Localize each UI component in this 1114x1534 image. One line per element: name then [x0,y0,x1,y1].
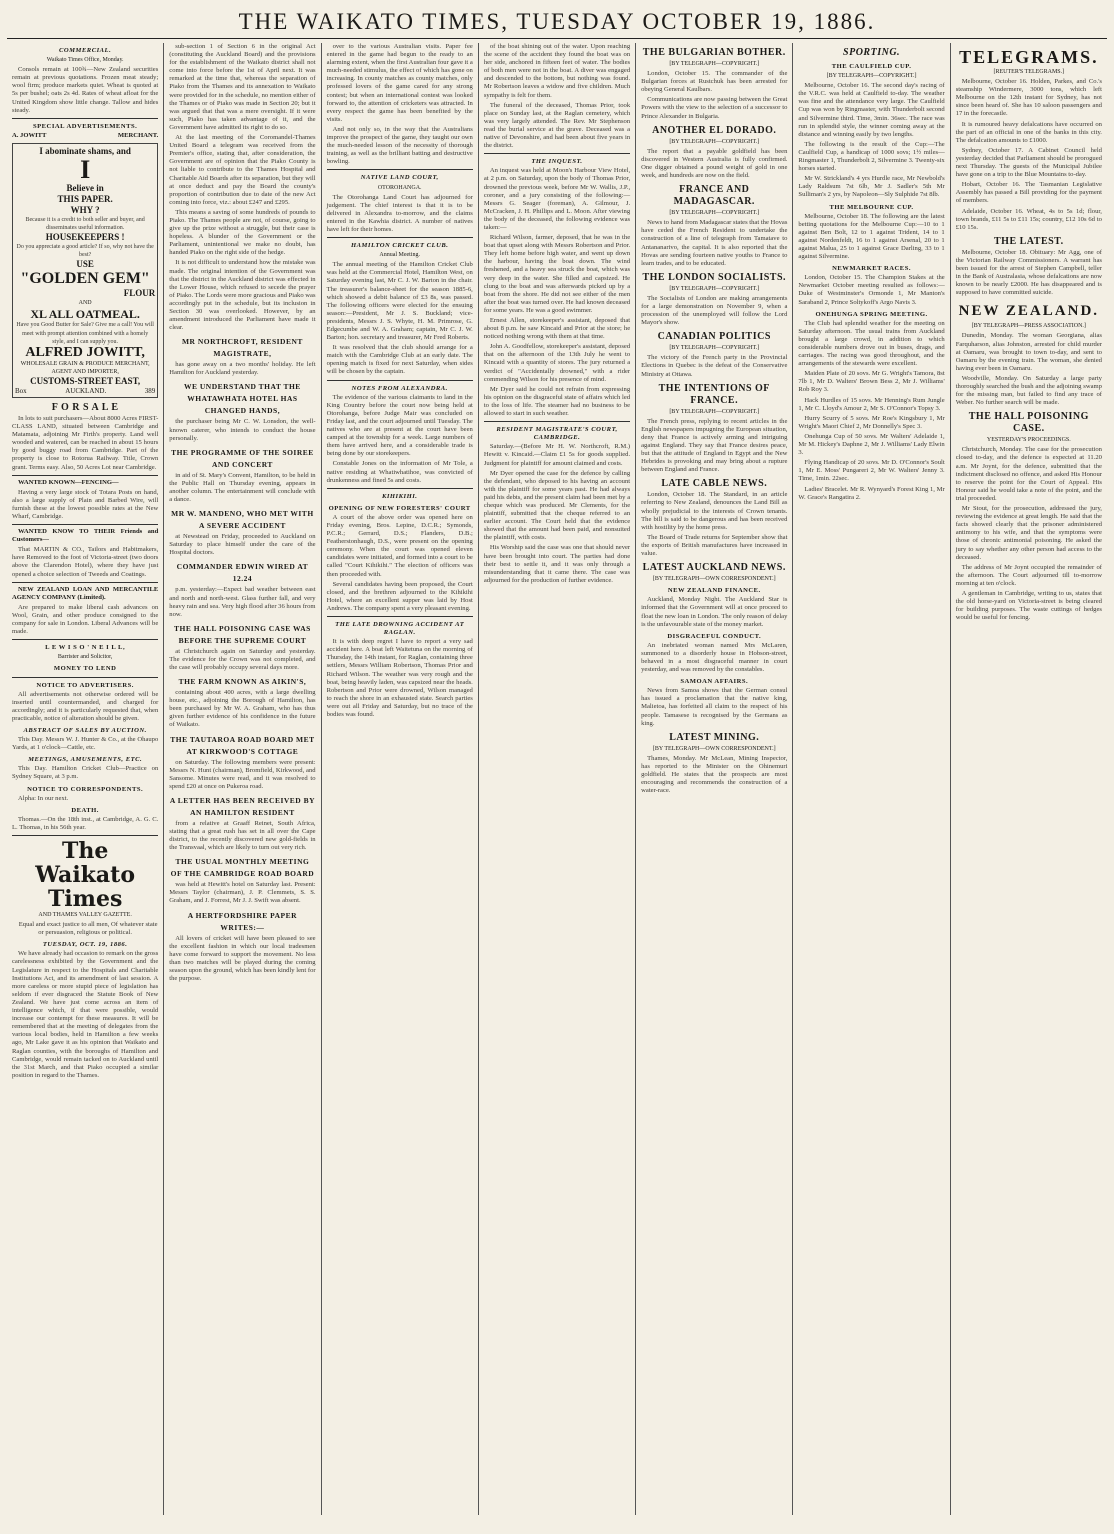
melbourne-cup-heading: THE MELBOURNE CUP. [829,203,914,211]
columns [7,43,1107,1515]
abstract-sales: ABSTRACT OF SALES BY AUCTION. [23,726,147,734]
telegraph-credit-1: [BY TELEGRAPH—COPYRIGHT.] [669,61,760,67]
rm-court-heading: RESIDENT MAGISTRATE'S COURT, CAMBRIDGE. [496,426,618,442]
ad-wholesale: WHOLESALE GRAIN & PRODUCE MERCHANT, [20,360,150,367]
disgraceful-heading: DISGRACEFUL CONDUCT. [667,632,762,640]
foresters-heading: OPENING OF NEW FORESTERS' COURT [328,504,471,512]
kihikihi-heading: KIHIKIHI. [381,492,418,500]
native-land-court: NATIVE LAND COURT, [360,174,439,182]
barrister-label: Barrister and Solicitor, [57,654,113,661]
meetings-heading: MEETINGS, AMUSEMENTS, ETC. [28,756,143,764]
telegrams-heading: TELEGRAMS. [959,47,1099,67]
ad-and: AND [78,300,92,307]
paper-logo-sub: AND THAMES VALLEY GAZETTE. [38,912,132,918]
ad-housekeepers: HOUSEKEEPERS ! [45,232,125,243]
socialists-heading: THE LONDON SOCIALISTS. [642,271,787,283]
newmarket-heading: NEWMARKET RACES. [832,265,912,273]
ad-why: WHY ? [70,204,100,215]
column-4: of the boat shining out of the water. Upon reaching the scene of the accident they found the boat was on her side, anchored in fifteen feet of water. The bodies of both men were not in the boat. A diver was engaged and descended to the bottom, but nothing was found. Mr Robertson leaves a widow and five children. Much sympathy is felt for them. The funeral of the deceased, Thomas Prior, took place on Sunday last, at the Raglan cemetery, which was very largely attended. The Rev. Mr Stephenson read the burial service at the grave. Deceased was a native of Devonshire, and had been about five years in the district. THE INQUEST. An inquest was held at Moon's Harbour View Hotel, at 2 p.m. on Saturday, upon the body of Thomas Prior, drowned the previous week, before Mr W. Wallis, J.P., coroner, and a jury consisting of the following:—Messrs G. Seager (foreman), A. Gilmour, J. McCracken, J. H. Phillips and L. Moon. After viewing the body of the deceased, the following evidence was taken:— Richard Wilson, farmer, deposed, that he was in the boat that upset along with Messrs Robertson and Prior. They left home before high water, and went up down the harbour, having the boat down. The wind freshened, and a heavy sea struck the boat, which was very deep in the water. She filled and capsized. He clung to the boat and was afterwards picked up by a boat from the shore. He did not see either of the men after the boat was turned over. He had known deceased for some years. He was a good swimmer. Ernest Allen, storekeeper's assistant, deposed that about 8 p.m. he saw Kincaid and Prior at the store; he noticed nothing wrong with them at that time. John A. Goodfellow, storekeeper's assistant, deposed that on the afternoon of the 13th July he went to Kincaid with a quantity of stores. The jury returned a verdict of "Accidentally drowned," with a rider commending Wilson for his presence of mind. Mr Dyer said he could not refrain from expressing his opinion on the disgraceful state of affairs which led to the loss of life. The steamer had no business to be allowed to start in such weather. RESIDENT MAGISTRATE'S COURT, CAMBRIDGE. Saturday.—(Before Mr H. W. Northcroft, R.M.) Hewitt v. Kincaid.—Claim £1 5s for goods supplied. Judgment for plaintiff for amount claimed and costs. Mr Dyer opened the case for the defence by calling the defendant, who deposed to his having an account with the plaintiff for some years past. He had always paid his debts, and the present claim had been met by a cheque which was produced. Mr Clements, for the plaintiff, submitted that the cheque referred to an earlier account. The Court held that the evidence showed that the amount had been paid, and nonsuited the plaintiff, with costs. His Worship said the case was one that should never have been brought into court. The parties had done their best to settle it, and it was only through a misunderstanding that it came there. The case was adjourned for the production of further evidence. [479,43,636,1515]
alexandra-heading: NOTES FROM ALEXANDRA. [351,384,448,392]
merchant-label: MERCHANT. [117,131,159,139]
bulgarian-heading: THE BULGARIAN BOTHER. [642,47,786,58]
cricket-subhead: Annual Meeting. [379,252,421,259]
ad-believe: Believe in [66,182,104,193]
own-correspondent: [BY TELEGRAPH—OWN CORRESPONDENT.] [652,576,776,583]
correspondents-heading: NOTICE TO CORRESPONDENTS. [27,785,144,793]
ad-this-paper: THIS PAPER. [57,193,113,204]
ad-flour: FLOUR [123,288,156,299]
ad-agent: AGENT AND IMPORTER, [51,368,119,375]
samoan-heading: SAMOAN AFFAIRS. [680,678,749,686]
column-6: SPORTING. THE CAULFIELD CUP. [BY TELEGRAPH—COPYRIGHT.] Melbourne, October 16. The second day's racing of the V.R.C. was held at Caulfield to-day. The weather was fine and the attendance very large. The Caulfield Cup was won by Ringmaster, with Thunderbolt second and Silvermine third. Time, 3min. 36sec. The race was run in splendid style, the winner coming away at the distance and winning easily by two lengths. The following is the result of the Cup:—The Caulfield Cup, a handicap of 1000 sovs; 1½ miles—Ringmaster 1, Thunderbolt 2, Silvermine 3. Twenty-six horses started. Mr W. Strickland's 4 yrs Hurdle race, Mr Newbold's Lady Raldsum 7st 6lb, Mr J. Sadler's 5th Mr Sulliman's 2 yrs, by Napoleon—Sly Sulphide 7st 8lb. THE MELBOURNE CUP. Melbourne, October 18. The following are the latest betting quotations for the Melbourne Cup:—10 to 1 against Ben Bolt, 12 to 1 against Trident, 14 to 1 against Nordenfeldt, 16 to 1 against Arsenal, 20 to 1 against Malua, 25 to 1 against Grace Darling, 33 to 1 against Silvermine. NEWMARKET RACES. London, October 15. The Champion Stakes at the Newmarket October meeting resulted as follows:—Duke of Westminster's Ormonde 1, Mr Manton's Saraband 2, Prince Soltykoff's Argo Navis 3. ONEHUNGA SPRING MEETING. The Club had splendid weather for the meeting on Saturday afternoon. The usual trains from Auckland brought a large crowd, in addition to which considerable numbers drove out in buses, drags, and carriages. The racing was good throughout, and the arrangements of the stewards were excellent. Maiden Plate of 20 sovs. Mr G. Wright's Tamora, 8st 7lb 1, Mr D. Walters' Brown Bess 2, Mr J. Williams' Rob Roy 3. Hack Hurdles of 15 sovs. Mr Henning's Rum Jungle 1, Mr C. Lloyd's Amour 2, Mr S. O'Connor's Topsy 3. Hurry Scurry of 5 sovs. Mr Roe's Kingsbury 1, Mr Wright's Maori Chief 2, Mr Donnelly's Spec 3. Onehunga Cup of 50 sovs. Mr Walters' Adelaide 1, Mr M. Hickey's Daphne 2, Mr J. Williams' Lady Elwin 3. Flying Handicap of 20 sovs. Mr D. O'Connor's Soult 1, Mr E. Moss' Pungareri 2, Mr W. Walters' Jenny 3. Time, 1min. 22sec. Ladies' Bracelet. Mr R. Wynyard's Forest King 1, Mr W. Grace's Rangatira 2. [793,43,950,1515]
column-3: over to the various Australian visits. Paper fee entered in the game had begun to the ready to an alarming extent, when the first Australian four gave it a much-needed stimulus, the effect of which has gone on increasing. In county matches as county matches, only professed lovers of the game cared for any strong contest; but when an international contest was looked forward to, the attention of cricketers was attracted. In every respect the game has been benefited by the visits. And not only so, in the way that the Australians improve the prospect of the game, they taught our own the much-needed lesson of the necessity of thorough training, as well as the brilliant batting and destructive bowling. NATIVE LAND COURT, OTOROHANGA. The Otorohanga Land Court has adjourned for judgement. The chief interest is that it is to be delivered in Alexandra to-morrow, and the claims entered in the Kawhia district. A number of natives have left for their homes. HAMILTON CRICKET CLUB. Annual Meeting. The annual meeting of the Hamilton Cricket Club was held at the Commercial Hotel, Hamilton West, on Saturday evening last, Mr C. J. W. Barton in the chair. The treasurer's balance-sheet for the season 1885-6, which showed a debit balance of £3 8s, was passed. The following officers were elected for the ensuing season:—President, Mr J. S. Buckland; vice-presidents, Messrs J. S. Whyte, H. M. Primrose, G. Edgecumbe and W. A. Graham; captain, Mr C. J. W. Barton; hon. secretary and treasurer, Mr Fred Roberts. It was resolved that the club should arrange for a match with the Cambridge Club at an early date. The opening match is fixed for next Saturday, when sides will be chosen by the captain. NOTES FROM ALEXANDRA. The evidence of the various claimants to land in the King Country before the court now being held at Otorohanga, before Judge Mair was concluded on Friday last, and the court adjourned until Tuesday. The natives who are at present at the court have been camped at the township for a week. Large numbers of them have arrived here, and a considerable trade is being done by our storekeepers. Constable Jones on the information of Mr Tole, a native residing at Whatiwhatihoe, was convicted of drunkenness and fined 5s and costs. KIHIKIHI. OPENING OF NEW FORESTERS' COURT A court of the above order was opened here on Friday evening, Bros. Lepine, D.C.R.; Symonds, P.C.R.; Gerrard, D.S.; Flanders, D.B.; Featherstonhaugh, D.S., were present on the opening ceremony. When the court was opened eleven candidates were initiated, and formed into a court to be called "Court Kihikihi." The election of officers was then proceeded with. Several candidates having been proposed, the Court closed, and the brethren adjourned to the Kihikihi Hotel, where an excellent supper was laid by Host Andrews. The company spent a very pleasant evening. THE LATE DROWNING ACCIDENT AT RAGLAN. It is with deep regret I have to report a very sad accident here. A boat left Waitetuna on the morning of Thursday, the 14th instant, for Raglan, containing three settlers, Messrs William Robertson, Thomas Prior and Richard Wilson. The weather was very rough and the boat, being heavily laden, was capsized near the heads. Robertson and Prior were drowned, Wilson managed to reach the shore in an exhausted state. Search parties were out all Friday and Saturday, but no trace of the bodies was found. [322,43,479,1515]
cricket-heading: HAMILTON CRICKET CLUB. [350,242,449,250]
wanted-known-2: WANTED KNOW TO THEIR Friends and Customers— [12,528,159,544]
eldorado-heading: ANOTHER EL DORADO. [652,124,777,136]
masthead: THE WAIKATO TIMES, TUESDAY OCTOBER 19, 1886. [7,7,1107,39]
france-heading: FRANCE AND MADAGASCAR. [673,184,755,208]
column-5: THE BULGARIAN BOTHER. [BY TELEGRAPH—COPYRIGHT.] London, October 15. The commander of the Bulgarian forces at Rustchuk has been arrested for obeying General Kaulbars. Communications are now passing between the Great Powers with the view to the selection of a successor to Prince Alexander in Bulgaria. ANOTHER EL DORADO. [BY TELEGRAPH—COPYRIGHT.] The report that a payable goldfield has been discovered in Western Australia is fully confirmed. One digger obtained a pound weight of gold in one week, and hundreds are now on the field. FRANCE AND MADAGASCAR. [BY TELEGRAPH—COPYRIGHT.] News to hand from Madagascar states that the Hovas have ceded the French Resident to undertake the construction of a line of telegraph from Tamatave to Antananarivo, the capital. It is also reported that the Hovas are sending fourteen native youths to France to learn trades, and to be educated. THE LONDON SOCIALISTS. [BY TELEGRAPH—COPYRIGHT.] The Socialists of London are making arrangements for a large demonstration on November 9, when a procession of the unemployed will follow the Lord Mayor's show. CANADIAN POLITICS [BY TELEGRAPH—COPYRIGHT.] The victory of the French party in the Provincial Elections in Quebec is the defeat of the Conservative Ministry at Ottawa. THE INTENTIONS OF FRANCE. [BY TELEGRAPH—COPYRIGHT.] The French press, replying to recent articles in the English newspapers impugning the European situation, deny that France is actively arming and intriguing against England. They say that France desires peace, but that the attitude of England in Egypt and the New Hebrides is provoking and may bring about a rupture between England and France. LATE CABLE NEWS. London, October 18. The Standard, in an article referring to New Zealand, denounces the Land Bill as wholly prejudicial to the interests of Crown tenants. The bill is said to be dangerous and has been received with hostility by the home press. The Board of Trade returns for September show that the exports of British manufactures have increased in value. LATEST AUCKLAND NEWS. [BY TELEGRAPH—OWN CORRESPONDENT.] NEW ZEALAND FINANCE. Auckland, Monday Night. The Auckland Star is informed that the Government will at once proceed to float the new loan in London. The only reason of delay is the unfavourable state of the money market. DISGRACEFUL CONDUCT. An inebriated woman named Mrs McLaren, summoned to a disorderly house in Hobson-street, behaved in a most disgraceful manner in court yesterday, and was removed by the constables. SAMOAN AFFAIRS. News from Samoa shows that the German consul has issued a proclamation that the native king, Malietoa, has forfeited all claim to the respect of his people. Tamasese is recognised by the Germans as king. LATEST MINING. [BY TELEGRAPH—OWN CORRESPONDENT.] Thames, Monday. Mr McLean, Mining Inspector, has reported to the Minister on the Ohinemuri goldfield. He states that the prospects are most encouraging and recommends the construction of a water-race. [636,43,793,1515]
ad-lead: I abominate shams, and [39,145,131,156]
ad-golden-gem: "GOLDEN GEM" [20,270,150,288]
telegraph-credit-7: [BY TELEGRAPH—COPYRIGHT.] [826,73,917,80]
drowning-heading: THE LATE DROWNING ACCIDENT AT RAGLAN. [335,621,465,637]
inquest-heading: THE INQUEST. [531,158,583,166]
canadian-heading: CANADIAN POLITICS [657,331,771,343]
dateline: TUESDAY, OCT. 19, 1886. [42,941,128,949]
telegraph-credit-2: [BY TELEGRAPH—COPYRIGHT.] [669,138,760,145]
column-7: TELEGRAMS. [REUTER'S TELEGRAMS.] Melbourne, October 16. Holden, Parkes, and Co.'s steamship Windermere, 3000 tons, which left Melbourne on the 12th instant for Sydney, has not since been heard of. She has 10 saloon passengers and 17 in the forecastle. It is rumoured heavy defalcations have occurred on the part of an official in one of the banks in this city. The defalcation amounts to £1000. Sydney, October 17. A Cabinet Council held yesterday decided that Parliament should be prorogued next Thursday. The guests of the Municipal Jubilee have gone on a trip to the Blue Mountains to-day. Hobart, October 16. The Tasmanian Legislative Assembly has passed a Bill providing for the payment of members. Adelaide, October 16. Wheat, 4s to 5s 1d; flour, town brands, £11 5s to £11 15s; country, £12 10s 6d to £10 15s. THE LATEST. Melbourne, October 18. Obituary: Mr Agg, one of the Victorian Railway Commissioners. A warrant has been issued for the arrest of Stephen Campbell, teller in the Bank of Australasia, whose defalcations are now known to be nearly £2000. He has disappeared and is supposed to have committed suicide. NEW ZEALAND. [BY TELEGRAPH—PRESS ASSOCIATION.] Dunedin, Monday. The woman Georgiana, alias Farquharson, alias Johnston, arrested for child murder at Oamaru, was brought to town to-day, and sent to Oamaru by the evening train. The woman, she denied having ever been in Oamaru. Woodville, Monday. On Saturday a large party thoroughly searched the bush and the adjoining swamp for the missing man, but failed to find any trace of Weber. No further search will be made. THE HALL POISONING CASE. YESTERDAY'S PROCEEDINGS. Christchurch, Monday. The case for the prosecution closed to-day, and the defence is expected at 11.20 a.m. Mr Joynt, for the defence, submitted that the indictment disclosed no offence, and asked His Honour to reserve the point for the Court of Appeal. His Honour said he would take a note of the point, and the trial proceeded. Mr Stout, for the prosecution, addressed the jury, reviewing the evidence at great length. He said that the facts showed clearly that the prisoner administered antimony to his wife, and that the symptoms were those of chronic antimonial poisoning. He asked the jury to say whether any other person had access to the deceased. The address of Mr Joynt occupied the remainder of the afternoon. The Court adjourned till to-morrow morning at ten o'clock. A gentleman in Cambridge, writing to us, states that the old horse-yard on Victoria-street is being cleared for building purposes. The waste cuttings of hedges would be useful for fencing. [955,47,1102,622]
latest-heading: THE LATEST. [994,235,1064,247]
ad-alfred-jowitt: ALFRED JOWITT, [25,344,145,360]
telegraph-credit-3: [BY TELEGRAPH—COPYRIGHT.] [669,210,760,217]
special-ads-heading: SPECIAL ADVERTISEMENTS. [32,122,138,130]
ad-xl-oatmeal: XL ALL OATMEAL. [30,307,140,322]
telegraph-credit-6: [BY TELEGRAPH—COPYRIGHT.] [669,408,760,415]
column-2: sub-section 1 of Section 6 in the original Act (constituting the Auckland Board) and the provisions for the establishment of the Waikato district shall not come into force before the 1st of April next. It was remarked at the time that, whereas the separation of Piako from the Thames and its annexation to Waikato were provided for in the schedule, no mention either of the Thames or of Piako was made in Section 20; but it was argued that that was a mere oversight. If it were such, Piako has taken advantage of it, and the Government have admitted its right to do so. At the last meeting of the Coromandel-Thames United Board a telegram was received from the Premier's office, stating that, after consideration, the Government are of opinion that the Piako County is not liable to contribute to the Thames Hospital and Charitable Aid Boards after its separation, but they will at once deduct and pay the Board the county's proportion of contribution due to date of the new Act coming into force, viz.: about £247 and £295. This means a saving of some hundreds of pounds to Piako. The Thames people are not, of course, going to give up the prize without a struggle, but their case is hopeless. A blunder of the Government or the Parliament, unintentional we make no doubt, has handed Piako on the right side of the hedge. It is not difficult to understand how the mistake was made. The original intention of the Government was that the district in the Auckland district was effected in the Lower House, which refused to secede the prayer of Piako. The Lords were more gracious and Piako was accordingly put in the schedule, but its inclusion in Section 30 was overlooked. However, by an amendment introduced the Parliament have made it clear. MR NORTHCROFT, RESIDENT MAGISTRATE, has gone away on a two months' holiday. He left Hamilton for Auckland yesterday. WE UNDERSTAND THAT THE WHATAWHATA HOTEL HAS CHANGED HANDS, the purchaser being Mr C. W. Lonsdon, the well-known caterer, who intends to conduct the house personally. THE PROGRAMME OF THE SOIREE AND CONCERT in aid of St. Mary's Convent, Hamilton, to be held in the Public Hall on Thursday evening, appears in another column. The entertainment will conclude with a dance. MR W. MANDENO, WHO MET WITH A SEVERE ACCIDENT at Newstead on Friday, proceeded to Auckland on Saturday to place himself under the care of the Hospital doctors. COMMANDER EDWIN WIRED AT 12.24 p.m. yesterday:—Expect bad weather between east and north and north-west. Glass further fall, and very heavy rain and sea. Very high flood after 36 hours from now. THE HALL POISONING CASE WAS BEFORE THE SUPREME COURT at Christchurch again on Saturday and yesterday. The evidence for the Crown was not completed, and the case will probably occupy several days more. THE FARM KNOWN AS AIKIN'S, containing about 400 acres, with a large dwelling house, etc., adjoining the Borough of Hamilton, has been purchased by Mr W. A. Graham, who has thus given further evidence of his confidence in the future of Waikato. THE TAUTAROA ROAD BOARD MET AT KIRKWOOD'S COTTAGE on Saturday. The following members were present: Messrs N. Hunt (chairman), Bromfield, Kirkwood, and Sansome. Minutes were read, and it was resolved to spend £20 at once on Pukeroa road. A LETTER HAS BEEN RECEIVED BY AN HAMILTON RESIDENT from a relative at Graaff Reinet, South Africa, stating that a great rush has set in all over the Cape district, to the recently discovered new gold-fields in the Transvaal, which are likely to turn out very rich. THE USUAL MONTHLY MEETING OF THE CAMBRIDGE ROAD BOARD was held at Hewitt's hotel on Saturday last. Present: Messrs Taylor (chairman), J. P. Clemmets, S. S. Graham, and J. Forrest, Mr J. J. Swift was absent. A HERTFORDSHIRE PAPER WRITES:— All lovers of cricket will have been pleased to see the excellent fashion in which our local tradesmen have come forward to support the movement. No less than two matches will be played during the coming season upon the ground, which has been kindly lent for the purpose. [164,43,321,1515]
caulfield-heading: THE CAULFIELD CUP. [831,63,912,70]
newspaper-page [7,7,1107,1520]
money-to-lend: MONEY TO LEND [53,665,117,673]
ad-customs: CUSTOMS-STREET EAST, [30,375,141,386]
sporting-heading: SPORTING. [843,47,901,58]
commercial-heading: COMMERCIAL. [59,47,112,54]
auckland-news-heading: LATEST AUCKLAND NEWS. [642,562,786,574]
jowitt-ad: I abominate shams, and I Believe in THIS PAPER. WHY ? Because it is a credit to both seller and buyer, and disseminates useful information. HOUSEKEEPERS ! Do you appreciate a good article? If so, why not have the best? USE "GOLDEN GEM" FLOUR AND XL ALL OATMEAL. Have you Good Butter for Sale? Give me a call! You will meet with prompt attention combined with a homely style, and I can supply you. ALFRED JOWITT, WHOLESALE GRAIN & PRODUCE MERCHANT, AGENT AND IMPORTER, CUSTOMS-STREET EAST, Box AUCKLAND. 389 [12,143,158,398]
ad-box-number: 389 [144,386,156,395]
hall-heading: THE HALL POISONING CASE. [968,411,1089,435]
commercial-subhead: Waikato Times Office, Monday. [46,57,124,64]
late-cable-heading: LATE CABLE NEWS. [661,478,768,490]
nz-finance-heading: NEW ZEALAND FINANCE. [667,587,761,595]
ad-big-i: I [80,154,91,184]
own-correspondent-2: [BY TELEGRAPH—OWN CORRESPONDENT.] [652,745,776,752]
ad-auckland: AUCKLAND. [65,386,107,395]
ad-box: Box [15,386,27,395]
lewis-oneill: L E W I S O ' N E I L L, [45,644,126,652]
jowitt-name: A. JOWITT [12,131,47,139]
mining-heading: LATEST MINING. [669,731,760,743]
for-sale-heading: F O R S A L E [51,401,119,413]
wanted-known-1: WANTED KNOWN—FENCING— [18,478,119,486]
ad-use: USE [76,259,94,270]
intentions-heading: THE INTENTIONS OF FRANCE. [658,382,770,406]
nz-loan-ad: NEW ZEALAND LOAN AND MERCANTILE AGENCY COMPANY (Limited). [12,585,159,601]
death-heading: DEATH. [71,806,99,814]
nz-heading: NEW ZEALAND. [958,303,1100,320]
column-1: COMMERCIAL. Waikato Times Office, Monday. Consols remain at 100¾—New Zealand securities remain at previous quotations. Frozen meat steady; wool firm; produce markets quiet. Wheat is quoted at 5s per bushel; oats 2s 4d. Rates of wheat afloat for the United Kingdom show little change. Tallow and hides steady. SPECIAL ADVERTISEMENTS. A. JOWITT MERCHANT. I abominate shams, and I Believe in THIS PAPER. WHY ? Because it is a credit to both seller and buyer, and disseminates useful information. HOUSEKEEPERS ! Do you appreciate a good article? If so, why not have the best? USE "GOLDEN GEM" FLOUR AND XL ALL OATMEAL. Have you Good Butter for Sale? Give me a call! You will meet with prompt attention combined with a homely style, and I can supply you. ALFRED JOWITT, WHOLESALE GRAIN & PRODUCE MERCHANT, AGENT AND IMPORTER, CUSTOMS-STREET EAST, Box AUCKLAND. 389 F O R S A L E In lots to suit purchasers—About 8000 Acres FIRST-CLASS LAND, situated between Cambridge and Matamata, adjoining Mr Firth's property. Land well wooded and watered, can be reached in about 15 hours by good buggy road from Cambridge. Part of the property is close to Rotorua Railway. Title, Crown grant. Terms easy. Also, 50 Acres Lot near Cambridge. WANTED KNOWN—FENCING— Having a very large stock of Totara Posts on hand, also a large supply of Plain and Barbed Wire, will furnish these at the lowest possible rates at the New Wharf, Cambridge. WANTED KNOW TO THEIR Friends and Customers— That MARTIN & CO., Tailors and Habitmakers, have Removed to the foot of Victoria-street (two doors above the Clarendon Hotel), where they have just opened a choice selection of Tweeds and Coatings. NEW ZEALAND LOAN AND MERCANTILE AGENCY COMPANY (Limited). Are prepared to make liberal cash advances on Wool, Grain, and other produce consigned to the company for sale in London. Liberal Advances will be made. L E W I S O ' N E I L L, Barrister and Solicitor, MONEY TO LEND NOTICE TO ADVERTISERS. All advertisements not otherwise ordered will be inserted until countermanded, and charged for accordingly; and it is particularly requested that, when practicable, notice of alteration should be given. ABSTRACT OF SALES BY AUCTION. This Day. Messrs W. J. Hunter & Co., at the Ohaupo Yards, at 1 o'clock—Cattle, etc. MEETINGS, AMUSEMENTS, ETC. This Day. Hamilton Cricket Club—Practice on Sydney Square, at 3 p.m. NOTICE TO CORRESPONDENTS. Alpha: In our next. DEATH. Thomas.—On the 18th inst., at Cambridge, A. G. C. L. Thomas, in his 56th year. The Waikato Times AND THAMES VALLEY GAZETTE. Equal and exact justice to all men, Of whatever state or persuasion, religious or political. TUESDAY, OCT. 19, 1886. We have already had occasion to remark on the gross carelessness exhibited by the Government and the Legislature in respect to the Hospitals and Charitable Institutions Act, and its amendment of last session. A more careless or more stupid piece of legislation has seldom if ever disgraced the Statute Book of New Zealand. We have just come across an item of intelligence which, if that were possible, would increase our contempt for these measures. It will be remembered that at the meeting of delegates from the various local bodies, held in Hamilton a few weeks ago, Mr Lake gave it as his opinion that Waikato and Raglan counties, with the boroughs of Hamilton and Cambridge, would remain tacked on to Auckland until the 31st March, and that Piako occupied a similar position in regard to the Thames. [7,43,164,1515]
native-land-court-sub: OTOROHANGA. [377,184,422,191]
paper-logo: The Waikato Times [35,838,136,912]
onehunga-heading: ONEHUNGA SPRING MEETING. [815,310,928,318]
telegraph-credit-4: [BY TELEGRAPH—COPYRIGHT.] [669,285,760,292]
telegraph-credit-5: [BY TELEGRAPH—COPYRIGHT.] [669,345,760,352]
notice-advertisers: NOTICE TO ADVERTISERS. [36,681,134,689]
